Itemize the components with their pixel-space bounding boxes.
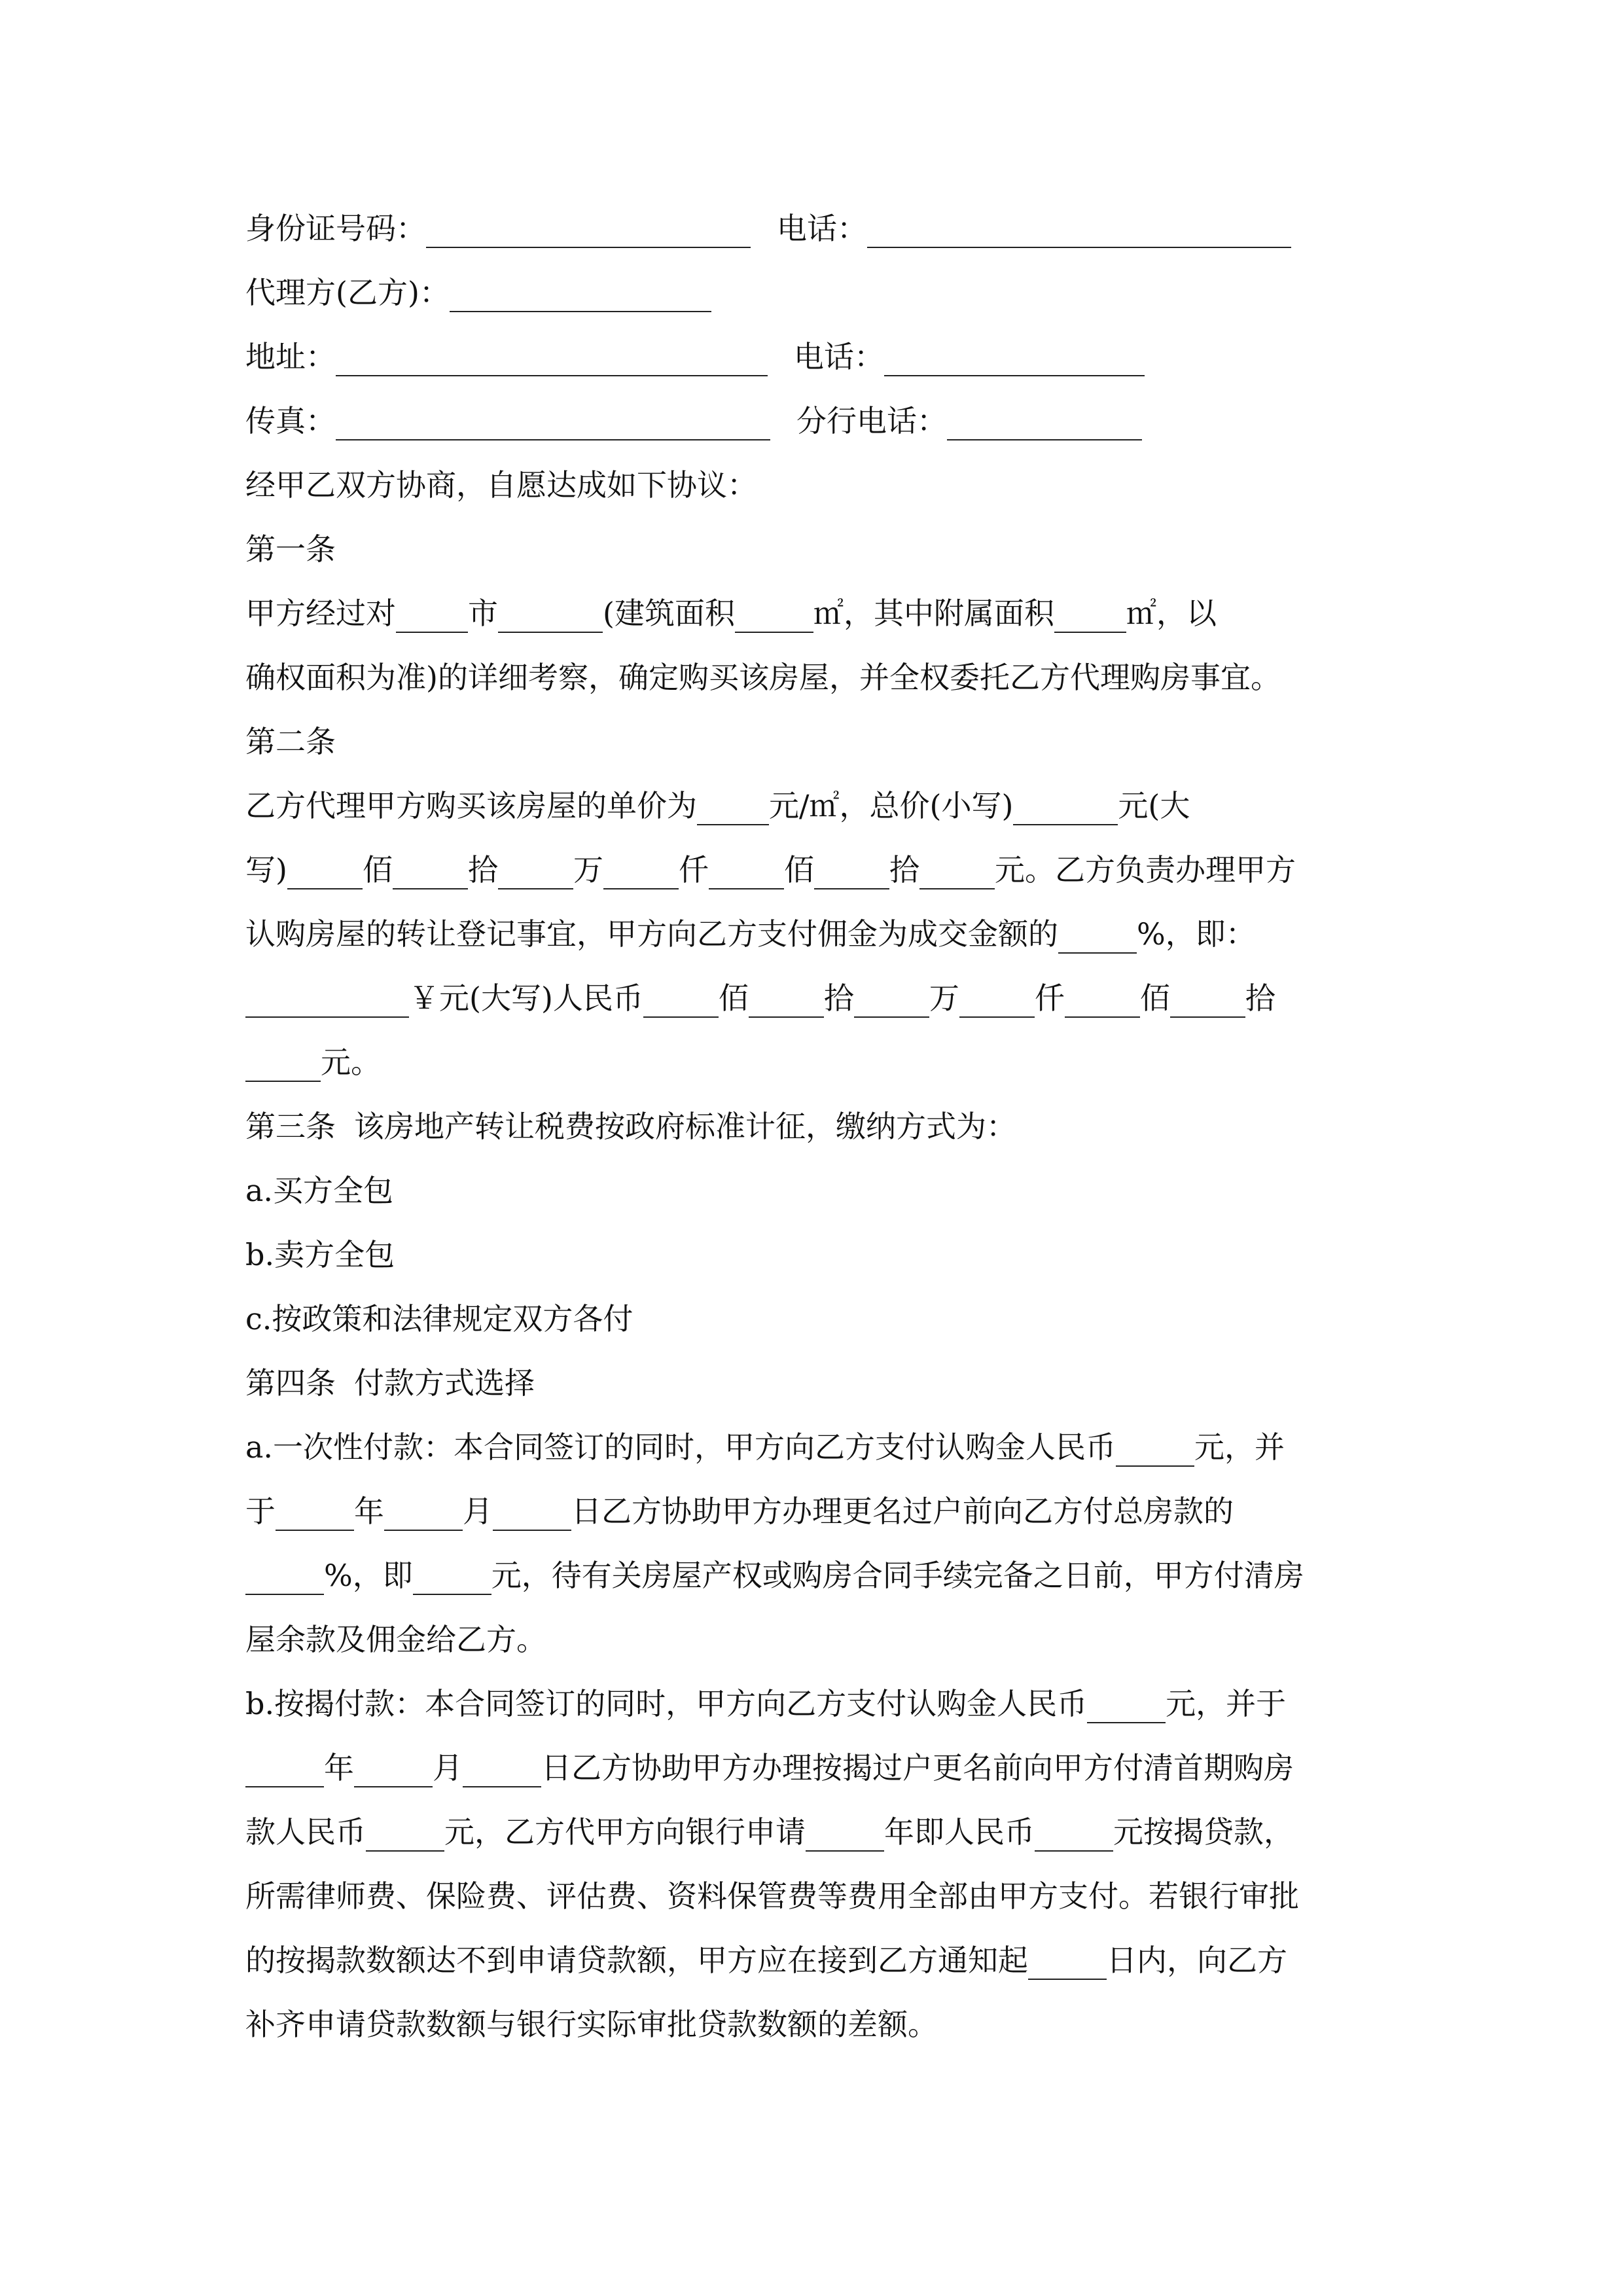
amount-blank[interactable]	[919, 857, 995, 889]
payment-b-line-4: 所需律师费、保险费、评估费、资料保管费等费用全部由甲方支付。若银行审批	[245, 1878, 1299, 1914]
text-span: 元(大	[1118, 788, 1190, 823]
article-2-line-3	[245, 902, 1378, 966]
amount-blank[interactable]	[1065, 986, 1140, 1018]
amount-blank[interactable]	[413, 1563, 491, 1595]
article-2-line-5	[245, 1030, 1378, 1094]
amount-blank[interactable]	[749, 986, 824, 1018]
amount-blank[interactable]	[603, 857, 679, 889]
text-span: 元，待有关房屋产权或购房合同手续完备之日前，甲方付清房	[491, 1558, 1304, 1593]
attached-area-blank[interactable]	[1054, 601, 1126, 633]
article-4-title: 第四条	[245, 1365, 336, 1401]
text-span: 拾	[889, 852, 919, 888]
text-span: 元，并	[1194, 1429, 1285, 1465]
amount-blank[interactable]	[393, 857, 468, 889]
deposit-blank[interactable]	[1116, 1435, 1194, 1467]
text-span: 写)	[245, 852, 287, 888]
text-span: 元/㎡，总价(小写)	[769, 788, 1014, 823]
payment-a-line-2	[245, 1479, 1378, 1543]
agent-blank[interactable]	[450, 280, 711, 312]
amount-blank[interactable]	[814, 857, 889, 889]
text-span: 年	[324, 1750, 354, 1785]
down-payment-blank[interactable]	[366, 1820, 444, 1852]
text-span: %，即	[324, 1558, 413, 1593]
loan-years-blank[interactable]	[806, 1820, 884, 1852]
text-span: 元。	[321, 1045, 381, 1080]
commission-rate-blank[interactable]	[1058, 922, 1137, 954]
phone-blank[interactable]	[867, 216, 1291, 248]
text-span: 佰	[1139, 980, 1170, 1016]
text-span: 佰	[783, 852, 814, 888]
amount-blank[interactable]	[1170, 986, 1245, 1018]
text-span: 月	[433, 1750, 463, 1785]
fax-row	[245, 389, 1378, 453]
loan-amount-blank[interactable]	[1035, 1820, 1113, 1852]
text-span: 仟	[1034, 980, 1065, 1016]
article-3-heading	[245, 1094, 1378, 1158]
amount-blank[interactable]	[854, 986, 929, 1018]
article-4-heading	[245, 1351, 1378, 1415]
text-span: (建筑面积	[603, 596, 735, 631]
text-span: 甲方经过对	[245, 596, 396, 631]
address-label: 地址：	[245, 339, 336, 374]
text-span: 拾	[1245, 980, 1275, 1016]
article-2-line-4	[245, 966, 1378, 1030]
article-1-line-2: 确权面积为准)的详细考察，确定购买该房屋，并全权委托乙方代理购房事宜。	[245, 660, 1281, 695]
property-blank[interactable]	[498, 601, 603, 633]
article-3-title: 第三条	[245, 1109, 336, 1144]
text-span: 月	[463, 1494, 493, 1529]
city-blank[interactable]	[396, 601, 468, 633]
option-a: a.买方全包	[245, 1173, 394, 1208]
text-span: 佰	[718, 980, 749, 1016]
address-blank[interactable]	[336, 344, 768, 376]
phone-label: 电话：	[777, 211, 867, 246]
text-span: 乙方代理甲方购买该房屋的单价为	[245, 788, 697, 823]
text-span: 年即人民币	[884, 1814, 1035, 1850]
text-span: 万	[929, 980, 959, 1016]
branch-phone-label: 分行电话：	[796, 403, 947, 439]
text-span: 元。乙方负责办理甲方	[994, 852, 1296, 888]
amount-blank[interactable]	[643, 986, 719, 1018]
amount-blank[interactable]	[245, 1050, 321, 1082]
text-span: a.一次性付款：本合同签订的同时，甲方向乙方支付认购金人民币	[245, 1429, 1116, 1465]
agent-label: 代理方(乙方)：	[245, 275, 450, 310]
article-2-line-2	[245, 838, 1378, 902]
phone2-label: 电话：	[794, 339, 884, 374]
text-span: 于	[245, 1494, 276, 1529]
day-blank[interactable]	[463, 1755, 541, 1787]
year-blank[interactable]	[276, 1499, 354, 1531]
branch-phone-blank[interactable]	[947, 408, 1142, 440]
intro-text: 经甲乙双方协商，自愿达成如下协议：	[245, 467, 757, 503]
amount-blank[interactable]	[287, 857, 363, 889]
payment-b-line-3	[245, 1800, 1378, 1864]
deposit-blank[interactable]	[1087, 1691, 1166, 1723]
payment-a-line-1	[245, 1415, 1378, 1479]
year-blank[interactable]	[245, 1755, 324, 1787]
option-c: c.按政策和法律规定双方各付	[245, 1301, 633, 1336]
id-number-label: 身份证号码：	[245, 211, 426, 246]
phone2-blank[interactable]	[884, 344, 1145, 376]
text-span: b.按揭付款：本合同签订的同时，甲方向乙方支付认购金人民币	[245, 1686, 1088, 1721]
address-row	[245, 325, 1378, 389]
days-blank[interactable]	[1028, 1948, 1107, 1980]
text-span: 日内，向乙方	[1107, 1943, 1287, 1978]
text-span: 元按揭贷款，	[1113, 1814, 1294, 1850]
article-1-title: 第一条	[245, 531, 336, 567]
fax-blank[interactable]	[336, 408, 770, 440]
payment-b-line-5	[245, 1928, 1378, 1992]
payment-b-line-1	[245, 1672, 1378, 1736]
payment-b-line-2	[245, 1736, 1378, 1800]
text-span: 仟	[678, 852, 709, 888]
article-2-title: 第二条	[245, 724, 336, 759]
commission-amount-blank[interactable]	[245, 986, 409, 1018]
percent-blank[interactable]	[245, 1563, 324, 1595]
text-span: 日乙方协助甲方办理按揭过户更名前向甲方付清首期购房	[541, 1750, 1294, 1785]
month-blank[interactable]	[354, 1755, 433, 1787]
article-1-line-1	[245, 581, 1378, 645]
text-span: 日乙方协助甲方办理更名过户前向乙方付总房款的	[571, 1494, 1234, 1529]
text-span: ㎡，其中附属面积	[813, 596, 1054, 631]
article-4-text: 付款方式选择	[354, 1365, 535, 1401]
total-price-blank[interactable]	[1013, 793, 1118, 825]
text-span: 的按揭款数额达不到申请贷款额，甲方应在接到乙方通知起	[245, 1943, 1028, 1978]
text-span: ㎡，以	[1126, 596, 1217, 631]
id-number-row	[245, 196, 1378, 260]
text-span: 认购房屋的转让登记事宜，甲方向乙方支付佣金为成交金额的	[245, 916, 1058, 952]
text-span: 年	[354, 1494, 384, 1529]
amount-blank[interactable]	[498, 857, 573, 889]
text-span: 元，乙方代甲方向银行申请	[444, 1814, 806, 1850]
article-2-line-1	[245, 774, 1378, 838]
unit-price-blank[interactable]	[697, 793, 769, 825]
payment-a-line-4: 屋余款及佣金给乙方。	[245, 1622, 546, 1657]
option-b: b.卖方全包	[245, 1237, 395, 1272]
text-span: 拾	[823, 980, 854, 1016]
article-3-text: 该房地产转让税费按政府标准计征，缴纳方式为：	[354, 1109, 1016, 1144]
payment-a-line-3	[245, 1543, 1378, 1607]
month-blank[interactable]	[384, 1499, 463, 1531]
text-span: %，即：	[1137, 916, 1256, 952]
day-blank[interactable]	[493, 1499, 571, 1531]
building-area-blank[interactable]	[735, 601, 813, 633]
text-span: 款人民币	[245, 1814, 366, 1850]
amount-blank[interactable]	[709, 857, 784, 889]
text-span: 市	[468, 596, 498, 631]
text-span: ￥元(大写)人民币	[409, 980, 643, 1016]
id-number-blank[interactable]	[426, 216, 751, 248]
text-span: 拾	[467, 852, 498, 888]
agent-row	[245, 260, 1378, 325]
text-span: 万	[573, 852, 603, 888]
text-span: 元，并于	[1166, 1686, 1287, 1721]
fax-label: 传真：	[245, 403, 336, 439]
amount-blank[interactable]	[959, 986, 1035, 1018]
text-span: 佰	[362, 852, 393, 888]
payment-b-line-6: 补齐申请贷款数额与银行实际审批贷款数额的差额。	[245, 2007, 938, 2042]
